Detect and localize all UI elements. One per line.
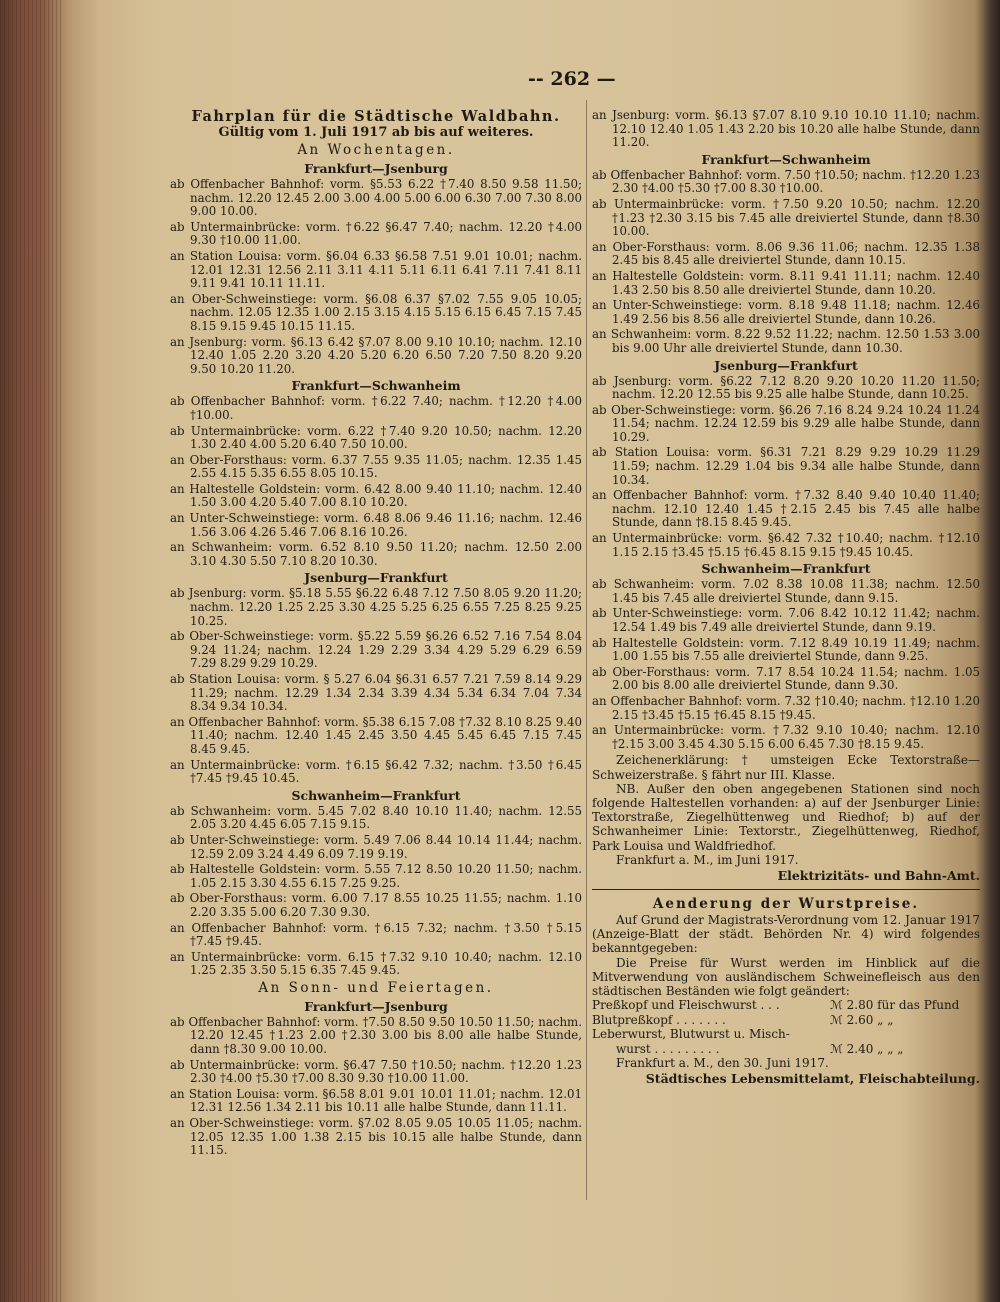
article-paragraph: Die Preise für Wurst werden im Hinblick auf die Mitverwendung von ausländischem Schweinefleisch aus den städtischen Beständen wie folgt geändert:	[592, 955, 980, 998]
timetable-entry: ab Ober-Forsthaus: vorm. 7.17 8.54 10.24 11.54; nachm. 1.05 2.00 bis 8.00 alle dreiviertel Stunde, dann 9.30.	[592, 664, 980, 693]
timetable-entry: ab Offenbacher Bahnhof: vorm. †7.50 8.50 9.50 10.50 11.50; nachm. 12.20 12.45 †1.23 2.00 †2.30 3.00 bis 8.00 alle halbe Stunde, dann †8.30 9.00 10.00.	[170, 1014, 582, 1057]
signature-food-office: Städtisches Lebensmittelamt, Fleischabteilung.	[645, 1071, 980, 1087]
timetable-entry: ab Haltestelle Goldstein: vorm. 7.12 8.49 10.19 11.49; nachm. 1.00 1.55 bis 7.55 alle dreiviertel Stunde, dann 9.25.	[592, 635, 980, 664]
price-row	[592, 1027, 980, 1042]
timetable-entry: an Schwanheim: vorm. 8.22 9.52 11.22; nachm. 12.50 1.53 3.00 bis 9.00 Uhr alle dreiviertel Stunde, dann 10.30.	[592, 327, 980, 355]
timetable-entry: an Ober-Schweinstiege: vorm. §6.08 6.37 §7.02 7.55 9.05 10.05; nachm. 12.05 12.35 1.00 2.15 3.15 4.15 5.15 6.15 6.45 7.15 7.45 8.15 9.15 9.45 10.15 11.15.	[170, 291, 582, 333]
price-item: Blutpreßkopf . . . . . . .	[592, 1012, 726, 1027]
timetable-entry: an Unter-Schweinstiege: vorm. 6.48 8.06 9.46 11.16; nachm. 12.46 1.56 3.06 4.26 5.46 7.06 8.16 10.26.	[170, 511, 582, 539]
price-row	[592, 998, 980, 1013]
timetable-entry: ab Unter-Schweinstiege: vorm. 5.49 7.06 8.44 10.14 11.44; nachm. 12.59 2.09 3.24 4.49 6.09 7.19 9.19.	[170, 832, 582, 861]
price-item: Preßkopf und Fleischwurst . . .	[592, 998, 780, 1013]
route-heading: Frankfurt—Jsenburg	[304, 998, 448, 1014]
timetable-entry: an Haltestelle Goldstein: vorm. 8.11 9.41 11.11; nachm. 12.40 1.43 2.50 bis 8.50 alle dreiviertel Stunde, dann 10.20.	[592, 268, 980, 297]
timetable-entry: an Station Louisa: vorm. §6.04 6.33 §6.58 7.51 9.01 10.01; nachm. 12.01 12.31 12.56 2.11 3.11 4.11 5.11 6.11 6.41 7.11 7.41 8.11 9.11 9.41 10.11 11.11.	[170, 248, 582, 291]
timetable-entry: ab Ober-Schweinstiege: vorm. §6.26 7.16 8.24 9.24 10.24 11.24 11.54; nachm. 12.24 12.59 bis 9.29 alle halbe Stunde, dann 10.29.	[592, 402, 980, 444]
section-holidays: An Sonn- und Feiertagen.	[258, 979, 494, 996]
timetable-entry: ab Offenbacher Bahnhof: vorm. †6.22 7.40; nachm. †12.20 †4.00 †10.00.	[170, 394, 582, 422]
price-value: ℳ 2.80 für das Pfund	[830, 998, 960, 1013]
route-heading: Frankfurt—Jsenburg	[304, 161, 448, 176]
timetable-entry: an Untermainbrücke: vorm. †7.32 9.10 10.40; nachm. 12.10 †2.15 3.00 3.45 4.30 5.15 6.00 6.45 7.30 †8.15 9.45.	[592, 723, 980, 751]
price-item: Leberwurst, Blutwurst u. Misch-	[592, 1027, 790, 1042]
timetable-entry: ab Station Louisa: vorm. § 5.27 6.04 §6.31 6.57 7.21 7.59 8.14 9.29 11.29; nachm. 12.29 1.34 2.34 3.39 4.34 5.34 6.34 7.04 7.34 8.34 9.34 10.34.	[170, 672, 582, 714]
timetable-entry: an Offenbacher Bahnhof: vorm. †7.32 8.40 9.40 10.40 11.40; nachm. 12.10 12.40 1.45 †2.15 2.45 bis 7.45 alle halbe Stunde, dann †8.15 8.45 9.45.	[592, 488, 980, 530]
route-heading: Jsenburg—Frankfurt	[714, 357, 858, 373]
timetable-entry: an Jsenburg: vorm. §6.13 6.42 §7.07 8.00 9.10 10.10; nachm. 12.10 12.40 1.05 2.20 3.20 4.20 5.20 6.20 6.50 7.20 7.50 8.20 9.20 9.50 10.20 11.20.	[170, 334, 582, 376]
timetable-entry: an Ober-Forsthaus: vorm. 6.37 7.55 9.35 11.05; nachm. 12.35 1.45 2.55 4.15 5.35 6.55 8.05 10.15.	[170, 452, 582, 481]
timetable-entry: ab Schwanheim: vorm. 5.45 7.02 8.40 10.10 11.40; nachm. 12.55 2.05 3.20 4.45 6.05 7.15 9.15.	[170, 803, 582, 832]
section-weekdays: An Wochentagen.	[297, 142, 455, 158]
route-heading: Jsenburg—Frankfurt	[304, 570, 448, 586]
price-item: wurst . . . . . . . . .	[616, 1041, 720, 1056]
timetable-entry: an Unter-Schweinstiege: vorm. 8.18 9.48 11.18; nachm. 12.46 1.49 2.56 bis 8.56 alle dreiviertel Stunde, dann 10.26.	[592, 298, 980, 326]
timetable-entry: an Offenbacher Bahnhof: vorm. 7.32 †10.40; nachm. †12.10 1.20 2.15 †3.45 †5.15 †6.45 8.15 †9.45.	[592, 693, 980, 722]
timetable-entry: ab Offenbacher Bahnhof: vorm. §5.53 6.22 †7.40 8.50 9.58 11.50; nachm. 12.20 12.45 2.00 3.00 4.00 5.00 6.00 6.30 7.00 7.30 8.00 9.00 10.00.	[170, 177, 582, 219]
book-edge	[0, 0, 62, 1302]
timetable-entry: an Offenbacher Bahnhof: vorm. §5.38 6.15 7.08 †7.32 8.10 8.25 9.40 11.40; nachm. 12.40 1.45 2.45 3.50 4.45 5.45 6.45 7.15 7.45 8.45 9.45.	[170, 714, 582, 756]
price-value: ℳ 2.60 „ „	[830, 1012, 894, 1027]
timetable-entry: an Ober-Schweinstiege: vorm. §7.02 8.05 9.05 10.05 11.05; nachm. 12.05 12.35 1.00 1.38 2.15 bis 10.15 alle halbe Stunde, dann 11.15.	[170, 1116, 582, 1158]
timetable-entry: an Untermainbrücke: vorm. §6.42 7.32 †10.40; nachm. †12.10 1.15 2.15 †3.45 †5.15 †6.45 8.15 9.15 †9.45 10.45.	[592, 531, 980, 559]
page-number: -- 262 —	[528, 68, 616, 90]
route-heading: Frankfurt—Schwanheim	[701, 151, 871, 167]
route-heading: Schwanheim—Frankfurt	[291, 787, 461, 803]
timetable-entry: ab Ober-Forsthaus: vorm. 6.00 7.17 8.55 10.25 11.55; nachm. 1.10 2.20 3.35 5.00 6.20 7.30 9.30.	[170, 891, 582, 919]
note-text: NB. Außer den oben angegebenen Stationen sind noch folgende Haltestellen vorhanden: a) auf der Jsenburger Linie: Textorstraße, Ziegelhüttenweg und Riedhof; b) auf der Schwanheimer Linie: Textorstr., Ziegelhüttenweg, Riedhof, Park Louisa und Waldfriedhof.	[592, 781, 980, 853]
timetable-entry: ab Untermainbrücke: vorm. §6.47 7.50 †10.50; nachm. †12.20 1.23 2.30 †4.00 †5.30 †7.00 8.30 9.30 †10.00 11.00.	[170, 1057, 582, 1086]
timetable-subtitle: Gültig vom 1. Juli 1917 ab bis auf weiteres.	[218, 125, 534, 140]
price-row	[592, 1013, 980, 1028]
timetable-entry: ab Jsenburg: vorm. §6.22 7.12 8.20 9.20 10.20 11.20 11.50; nachm. 12.20 12.55 bis 9.25 alle halbe Stunde, dann 10.25.	[592, 373, 980, 402]
column-divider	[586, 100, 587, 1200]
right-column	[592, 108, 980, 1087]
timetable-entry: an Schwanheim: vorm. 6.52 8.10 9.50 11.20; nachm. 12.50 2.00 3.10 4.30 5.50 7.10 8.20 10.30.	[170, 540, 582, 568]
article-heading: Aenderung der Wurstpreise.	[652, 895, 920, 912]
timetable-title: Fahrplan für die Städtische Waldbahn.	[191, 108, 561, 125]
timetable-entry: an Station Louisa: vorm. §6.58 8.01 9.01 10.01 11.01; nachm. 12.01 12.31 12.56 1.34 2.11 bis 10.11 alle halbe Stunde, dann 11.11.	[170, 1086, 582, 1115]
price-value	[830, 1027, 980, 1042]
price-value: ℳ 2.40 „ „ „	[830, 1041, 904, 1056]
article-paragraph: Auf Grund der Magistrats-Verordnung vom 12. Januar 1917 (Anzeige-Blatt der städt. Behörden Nr. 4) wird folgendes bekanntgegeben:	[592, 912, 980, 956]
route-heading: Schwanheim—Frankfurt	[701, 561, 871, 577]
timetable-entry: ab Jsenburg: vorm. §5.18 5.55 §6.22 6.48 7.12 7.50 8.05 9.20 11.20; nachm. 12.20 1.25 2.25 3.30 4.25 5.25 6.25 6.55 7.25 8.25 9.25 10.25.	[170, 586, 582, 628]
timetable-entry: an Untermainbrücke: vorm. 6.15 †7.32 9.10 10.40; nachm. 12.10 1.25 2.35 3.50 5.15 6.35 7.45 9.45.	[170, 949, 582, 978]
route-heading: Frankfurt—Schwanheim	[291, 378, 461, 394]
timetable-entry: ab Station Louisa: vorm. §6.31 7.21 8.29 9.29 10.29 11.29 11.59; nachm. 12.29 1.04 bis 9.34 alle halbe Stunde, dann 10.34.	[592, 445, 980, 487]
timetable-entry: ab Haltestelle Goldstein: vorm. 5.55 7.12 8.50 10.20 11.50; nachm. 1.05 2.15 3.30 4.55 6.15 7.25 9.25.	[170, 862, 582, 890]
date-line: Frankfurt a. M., im Juni 1917.	[616, 852, 799, 867]
timetable-entry: ab Untermainbrücke: vorm. †7.50 9.20 10.50; nachm. 12.20 †1.23 †2.30 3.15 bis 7.45 alle dreiviertel Stunde, dann †8.30 10.00.	[592, 196, 980, 239]
signature-electricity-office: Elektrizitäts- und Bahn-Amt.	[777, 867, 980, 883]
left-column	[170, 108, 582, 1160]
timetable-entry: ab Ober-Schweinstiege: vorm. §5.22 5.59 §6.26 6.52 7.16 7.54 8.04 9.24 11.24; nachm. 12.24 1.29 2.29 3.34 4.29 5.29 6.29 6.59 7.29 8.29 9.29 10.29.	[170, 629, 582, 671]
timetable-entry: ab Untermainbrücke: vorm. 6.22 †7.40 9.20 10.50; nachm. 12.20 1.30 2.40 4.00 5.20 6.40 7.50 10.00.	[170, 423, 582, 452]
timetable-entry: an Haltestelle Goldstein: vorm. 6.42 8.00 9.40 11.10; nachm. 12.40 1.50 3.00 4.20 5.40 7.00 8.10 10.20.	[170, 481, 582, 510]
date-line: Frankfurt a. M., den 30. Juni 1917.	[616, 1056, 829, 1071]
timetable-entry: ab Unter-Schweinstiege: vorm. 7.06 8.42 10.12 11.42; nachm. 12.54 1.49 bis 7.49 alle dreiviertel Stunde, dann 9.19.	[592, 606, 980, 634]
timetable-entry: an Offenbacher Bahnhof: vorm. †6.15 7.32; nachm. †3.50 †5.15 †7.45 †9.45.	[170, 920, 582, 949]
legend-text: Zeichenerklärung: † umsteigen Ecke Textorstraße—Schweizerstraße. § fährt nur III. Klasse.	[592, 753, 980, 782]
price-row	[592, 1042, 980, 1057]
timetable-entry: an Untermainbrücke: vorm. †6.15 §6.42 7.32; nachm. †3.50 †6.45 †7.45 †9.45 10.45.	[170, 757, 582, 786]
timetable-entry: ab Untermainbrücke: vorm. †6.22 §6.47 7.40; nachm. 12.20 †4.00 9.30 †10.00 11.00.	[170, 219, 582, 248]
timetable-entry: an Ober-Forsthaus: vorm. 8.06 9.36 11.06; nachm. 12.35 1.38 2.45 bis 8.45 alle dreiviertel Stunde, dann 10.15.	[592, 239, 980, 268]
timetable-entry: ab Schwanheim: vorm. 7.02 8.38 10.08 11.38; nachm. 12.50 1.45 bis 7.45 alle dreiviertel Stunde, dann 9.15.	[592, 577, 980, 605]
timetable-entry: an Jsenburg: vorm. §6.13 §7.07 8.10 9.10 10.10 11.10; nachm. 12.10 12.40 1.05 1.43 2.20 bis 10.20 alle halbe Stunde, dann 11.20.	[592, 108, 980, 150]
timetable-entry: ab Offenbacher Bahnhof: vorm. 7.50 †10.50; nachm. †12.20 1.23 2.30 †4.00 †5.30 †7.00 8.30 †10.00.	[592, 167, 980, 196]
separator-rule	[592, 889, 980, 890]
